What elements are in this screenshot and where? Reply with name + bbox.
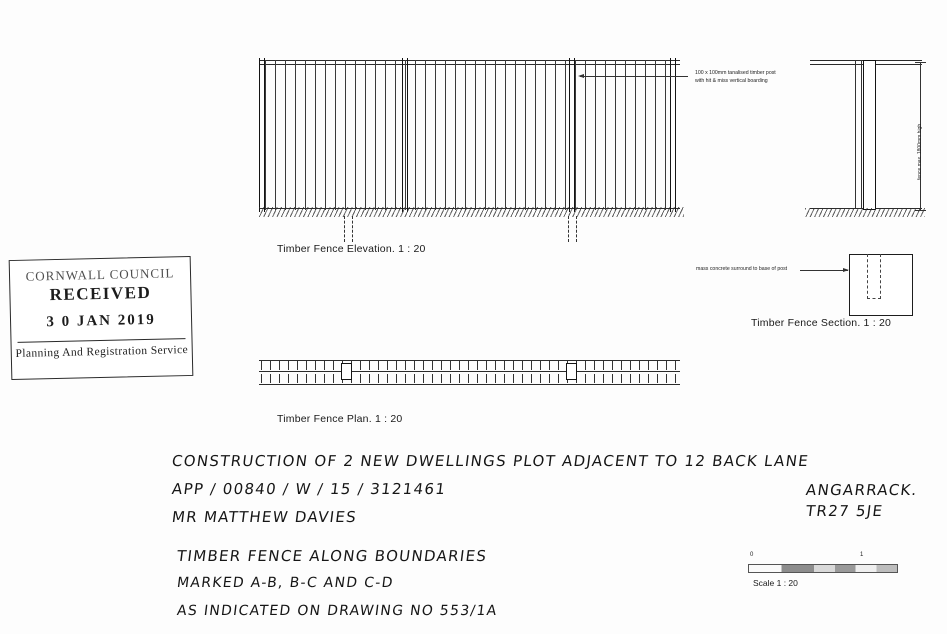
elevation-board (335, 60, 336, 210)
scale-bar-ticks (748, 552, 898, 562)
elevation-board (325, 60, 326, 210)
section-post (863, 60, 876, 210)
scale-bar (748, 552, 898, 596)
elevation-post-centreline (352, 216, 353, 242)
plan-board-row-upper (261, 361, 678, 370)
elevation-board (365, 60, 366, 210)
handwritten-application-number: APP / 00840 / W / 15 / 3121461 (170, 480, 448, 498)
section-board (855, 60, 862, 208)
section-post-buried-outline (867, 254, 881, 299)
elevation-post-centreline (576, 216, 577, 242)
elevation-board (535, 60, 536, 210)
elevation-top-rail-upper (259, 60, 680, 61)
handwritten-project-description: CONSTRUCTION OF 2 NEW DWELLINGS PLOT ADJACENT TO 12 BACK LANE (170, 452, 811, 470)
elevation-board (615, 60, 616, 210)
timber-fence-plan-drawing (259, 360, 680, 394)
scale-bar-graphic (748, 564, 898, 573)
council-received-stamp (9, 256, 194, 380)
elevation-board (555, 60, 556, 210)
plan-post (566, 363, 577, 380)
elevation-board (395, 60, 396, 210)
elevation-board (445, 60, 446, 210)
elevation-board (295, 60, 296, 210)
elevation-board (265, 60, 266, 210)
section-concrete-surround (849, 254, 913, 316)
elevation-post (402, 58, 408, 212)
section-dimension-tick-top (915, 62, 926, 63)
elevation-board (635, 60, 636, 210)
elevation-board (495, 60, 496, 210)
elevation-board (525, 60, 526, 210)
elevation-board (585, 60, 586, 210)
elevation-board (625, 60, 626, 210)
stamp-received-label: RECEIVED (49, 282, 152, 305)
elevation-board (305, 60, 306, 210)
stamp-received-date: 3 0 JAN 2019 (46, 311, 156, 331)
elevation-board (595, 60, 596, 210)
elevation-board (425, 60, 426, 210)
handwritten-applicant-name: MR MATTHEW DAVIES (170, 508, 359, 526)
stamp-divider (18, 338, 186, 343)
concrete-note-text: mass concrete surround to base of post (696, 266, 788, 272)
stamp-service-name: Planning And Registration Service (15, 344, 189, 360)
handwritten-address-line-2: TR27 5JE (804, 502, 885, 520)
plan-board-row-lower (261, 374, 678, 383)
elevation-board (285, 60, 286, 210)
elevation-board (565, 60, 566, 210)
timber-fence-elevation-drawing (259, 58, 680, 216)
plan-post (341, 363, 352, 380)
elevation-board (645, 60, 646, 210)
elevation-board (375, 60, 376, 210)
elevation-board (275, 60, 276, 210)
handwritten-fence-scope: TIMBER FENCE ALONG BOUNDARIES (175, 547, 489, 565)
elevation-post (259, 58, 265, 212)
elevation-board (355, 60, 356, 210)
post-note-line-1: 100 x 100mm tanalised timber post (695, 70, 776, 76)
elevation-board (485, 60, 486, 210)
elevation-board (475, 60, 476, 210)
concrete-note-arrow-icon (843, 268, 849, 272)
elevation-board (605, 60, 606, 210)
plan-outer-line-bottom (259, 384, 680, 385)
elevation-post (569, 58, 575, 212)
handwritten-fence-marks: MARKED A-B, B-C AND C-D (176, 575, 395, 591)
section-caption: Timber Fence Section. 1 : 20 (751, 317, 892, 329)
elevation-board (505, 60, 506, 210)
elevation-top-rail-lower (259, 64, 680, 65)
elevation-post-centreline (344, 216, 345, 242)
section-height-label: fence max. 1800mm high (917, 123, 923, 180)
elevation-board (345, 60, 346, 210)
plan-caption: Timber Fence Plan. 1 : 20 (277, 413, 403, 425)
elevation-board (415, 60, 416, 210)
elevation-board (435, 60, 436, 210)
section-dimension-tick-bottom (915, 210, 926, 211)
concrete-note-leader (800, 270, 848, 271)
elevation-board (465, 60, 466, 210)
elevation-ground-hatch (259, 207, 684, 217)
post-note-leader (580, 76, 688, 77)
plan-mid-line (259, 371, 680, 372)
elevation-board (515, 60, 516, 210)
post-note-line-2: with hit & miss vertical boarding (695, 78, 768, 84)
elevation-board (575, 60, 576, 210)
elevation-board (665, 60, 666, 210)
elevation-board (385, 60, 386, 210)
stamp-council-name: CORNWALL COUNCIL (25, 265, 175, 284)
scale-bar-caption: Scale 1 : 20 (753, 578, 798, 588)
handwritten-drawing-reference: AS INDICATED ON DRAWING NO 553/1A (176, 603, 499, 619)
post-note-arrow-icon (578, 74, 584, 78)
elevation-board (315, 60, 316, 210)
elevation-board (545, 60, 546, 210)
scale-tick-end: 1 (860, 552, 864, 558)
elevation-post (670, 58, 676, 212)
elevation-post-centreline (568, 216, 569, 242)
scale-tick-start: 0 (750, 552, 754, 558)
elevation-board (655, 60, 656, 210)
elevation-caption: Timber Fence Elevation. 1 : 20 (277, 243, 426, 255)
elevation-board (455, 60, 456, 210)
section-ground-hatch (805, 208, 925, 217)
handwritten-address-line-1: ANGARRACK. (804, 481, 919, 499)
